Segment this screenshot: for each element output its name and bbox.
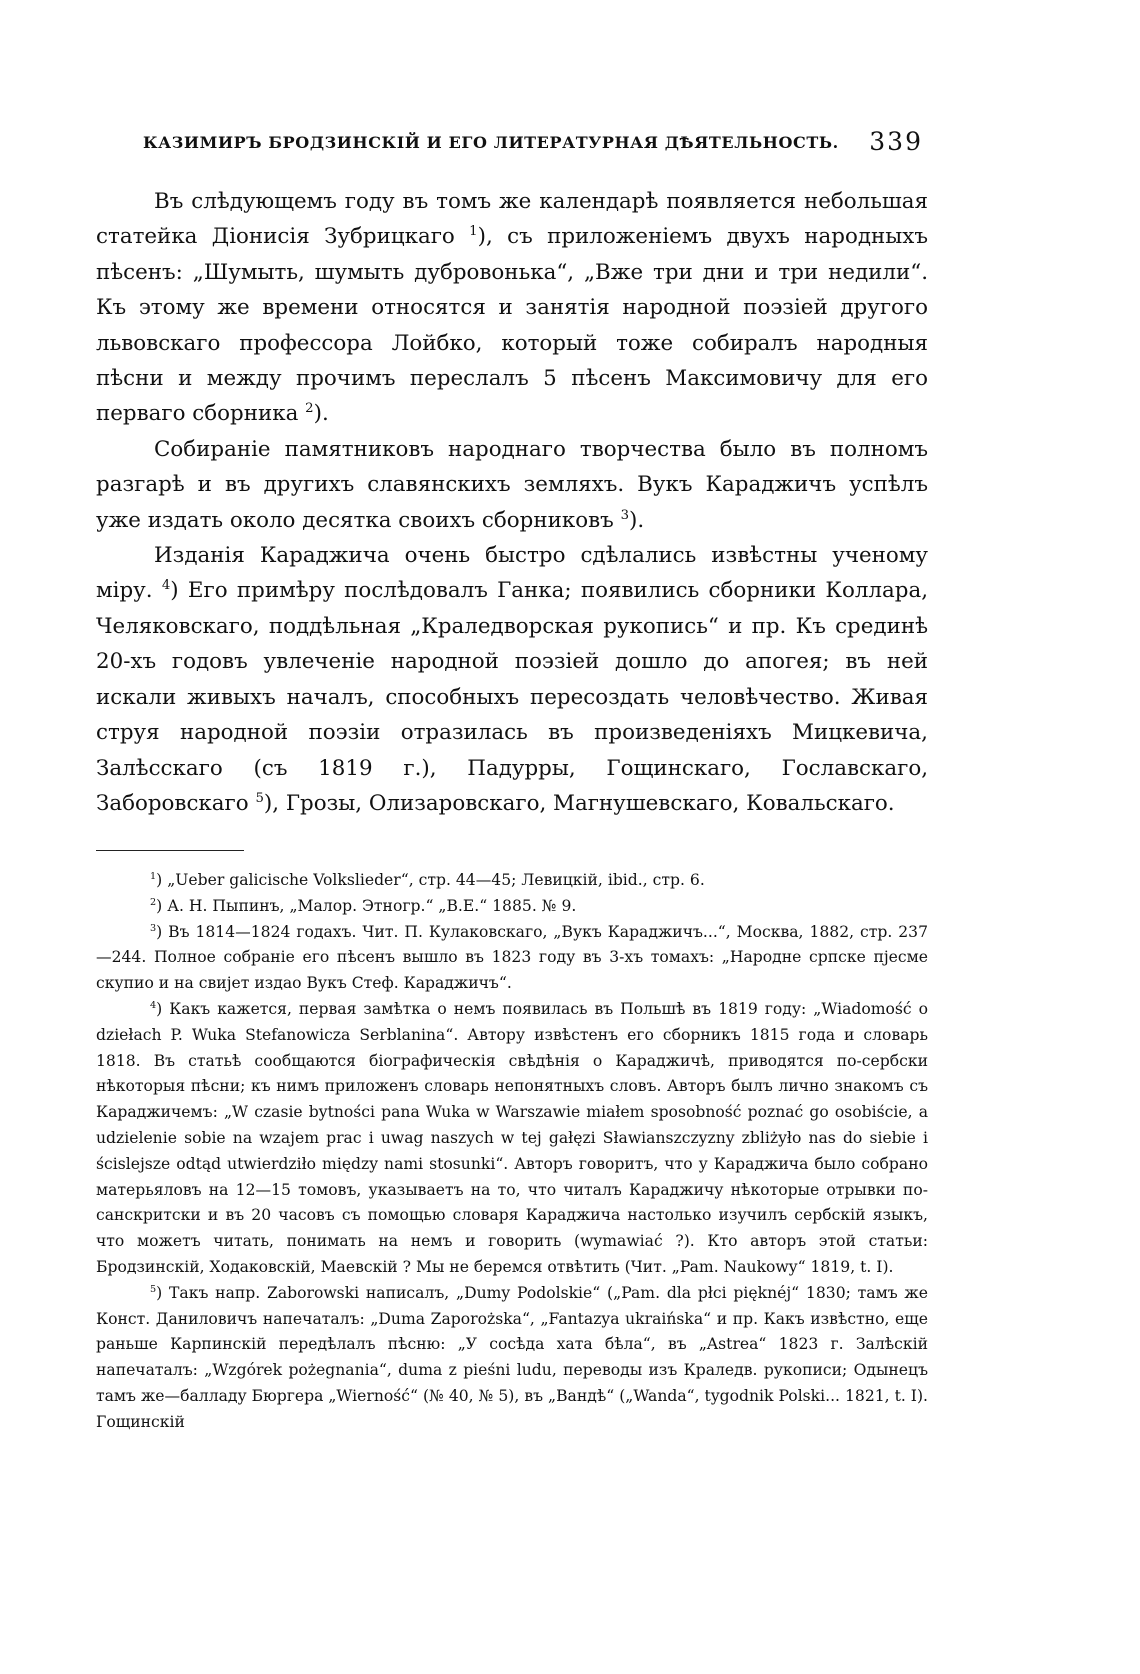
paragraph-1-part-a: Въ слѣдующемъ году въ томъ же календарѣ появляется небольшая статейка Діонисія Зубрицкаго bbox=[96, 189, 928, 250]
footnote-5-text: ) Такъ напр. Zaborowski написалъ, „Dumy Podolskie“ („Pam. dla płci pięknéj“ 1830; тамъ же Конст. Даниловичъ напечаталъ: „Duma Zaporożska“, „Fantazya ukraińska“ и пр. Какъ извѣстно, еще раньше Карпинскій передѣлалъ пѣсню: „У сосѣда хата бѣла“, въ „Astrea“ 1823 г. Залѣскій напечаталъ: „Wzgórek pożegnania“, duma z pieśni ludu, переводы изъ Краледв. рукописи; Одынецъ тамъ же—балладу Бюргера „Wierność“ (№ 40, № 5), въ „Вандѣ“ („Wanda“, tygodnik Polski... 1821, t. I). Гощинскій bbox=[96, 1283, 928, 1431]
footnote-2-text: ) А. Н. Пыпинъ, „Малор. Этногр.“ „В.Е.“ 1885. № 9. bbox=[156, 896, 577, 915]
footnote-divider bbox=[96, 850, 244, 851]
footnote-4 bbox=[96, 997, 928, 1281]
footnotes bbox=[96, 868, 928, 1436]
footnote-ref-2: 2 bbox=[305, 401, 314, 417]
paragraph-3-part-b: ) Его примѣру послѣдовалъ Ганка; появились сборники Коллара, Челяковскаго, поддѣльная „Краледворская рукопись“ и пр. Къ срединѣ 20-хъ годовъ увлеченіе народной поэзіей дошло до апогея; въ ней искали живыхъ началъ, способныхъ пересоздать человѣчество. Живая струя народной поэзіи отразилась въ произведеніяхъ Мицкевича, Залѣсскаго (съ 1819 г.), Падурры, Гощинскаго, Гославскаго, Заборовскаго bbox=[96, 578, 929, 816]
footnote-3-mark: 3 bbox=[150, 922, 157, 934]
footnote-ref-4: 4 bbox=[161, 578, 171, 594]
footnote-5 bbox=[96, 1281, 928, 1436]
paragraph-1-part-b: ), съ приложеніемъ двухъ народныхъ пѣсенъ: „Шумыть, шумыть дубровонька“, „Вже три дни и три недили“. Къ этому же времени относятся и занятія народной поэзіей другого львовскаго профессора Лойбко, который тоже собиралъ народныя пѣсни и между прочимъ переслалъ 5 пѣсенъ Максимовичу для его перваго сборника bbox=[96, 224, 928, 427]
footnote-ref-5: 5 bbox=[255, 790, 264, 806]
footnote-1 bbox=[96, 868, 928, 894]
page-header bbox=[143, 127, 923, 167]
footnote-4-text: ) Какъ кажется, первая замѣтка о немъ появилась въ Польшѣ въ 1819 году: „Wiadomość o dziełach P. Wuka Stefanowicza Serblanina“. Автору извѣстенъ его сборникъ 1815 года и словарь 1818. Въ статьѣ сообщаются біографическія свѣдѣнія о Караджичѣ, приводятся по-сербски нѣкоторыя пѣсни; къ нимъ приложенъ словарь непонятныхъ словъ. Авторъ былъ лично знакомъ съ Караджичемъ: „W czasie bytności pana Wuka w Warszawie miałem sposobność poznać go osobiście, a udzielenie sobie na wzajem prac i uwag naszych w tej gałęzi Sławianszczyzny zbliżyło nas do siebie i ścislejsze odtąd utwierdziło między nami stosunki“. Авторъ говоритъ, что у Караджича было собрано матерьяловъ на 12—15 томовъ, указываетъ на то, что читалъ Караджичу нѣкоторые отрывки по-санскритски и въ 20 часовъ съ помощью словаря Караджича настолько изучилъ сербскій языкъ, что можетъ читать, понимать на немъ и говорить (wymawiać ?). Кто авторъ этой статьи: Бродзинскій, Ходаковскій, Маевскій ? Мы не беремся отвѣтить (Чит. „Pam. Naukowy“ 1819, t. I). bbox=[96, 999, 928, 1276]
main-text bbox=[96, 184, 928, 821]
paragraph-1 bbox=[96, 184, 928, 432]
footnote-2 bbox=[96, 894, 928, 920]
paragraph-3 bbox=[96, 538, 928, 821]
running-title: КАЗИМИРЪ БРОДЗИНСКІЙ И ЕГО ЛИТЕРАТУРНАЯ ДѢЯТЕЛЬНОСТЬ. bbox=[143, 133, 839, 152]
page-number: 339 bbox=[869, 127, 923, 156]
footnote-1-mark: 1 bbox=[150, 871, 157, 883]
paragraph-2-part-a: Собираніе памятниковъ народнаго творчества было въ полномъ разгарѣ и въ другихъ славянскихъ земляхъ. Вукъ Караджичъ успѣлъ уже издать около десятка своихъ сборниковъ bbox=[96, 436, 928, 533]
footnote-2-mark: 2 bbox=[150, 896, 157, 908]
footnote-3-text: ) Въ 1814—1824 годахъ. Чит. П. Кулаковскаго, „Вукъ Караджичъ...“, Москва, 1882, стр. 237—244. Полное собраніе его пѣсенъ вышло въ 1823 году въ 3-хъ томахъ: „Народне српске пjесме скупио и на свиjет издао Вукъ Стеф. Караджичъ“. bbox=[96, 922, 928, 993]
footnote-1-text: ) „Ueber galicische Volkslieder“, стр. 44—45; Левицкій, ibid., стр. 6. bbox=[156, 871, 705, 889]
paragraph-3-part-a: Изданія Караджича очень быстро сдѣлались извѣстны ученому міру. bbox=[96, 543, 928, 604]
footnote-4-mark: 4 bbox=[150, 1000, 157, 1011]
footnote-ref-3: 3 bbox=[620, 507, 630, 523]
paragraph-1-part-c: ). bbox=[313, 401, 329, 427]
footnote-3 bbox=[96, 920, 928, 997]
paragraph-2 bbox=[96, 432, 928, 538]
paragraph-2-part-b: ). bbox=[629, 507, 645, 533]
footnote-5-mark: 5 bbox=[150, 1283, 157, 1295]
footnote-ref-1: 1 bbox=[469, 224, 478, 240]
paragraph-3-part-c: ), Грозы, Олизаровскаго, Магнушевскаго, Ковальскаго. bbox=[263, 790, 895, 816]
